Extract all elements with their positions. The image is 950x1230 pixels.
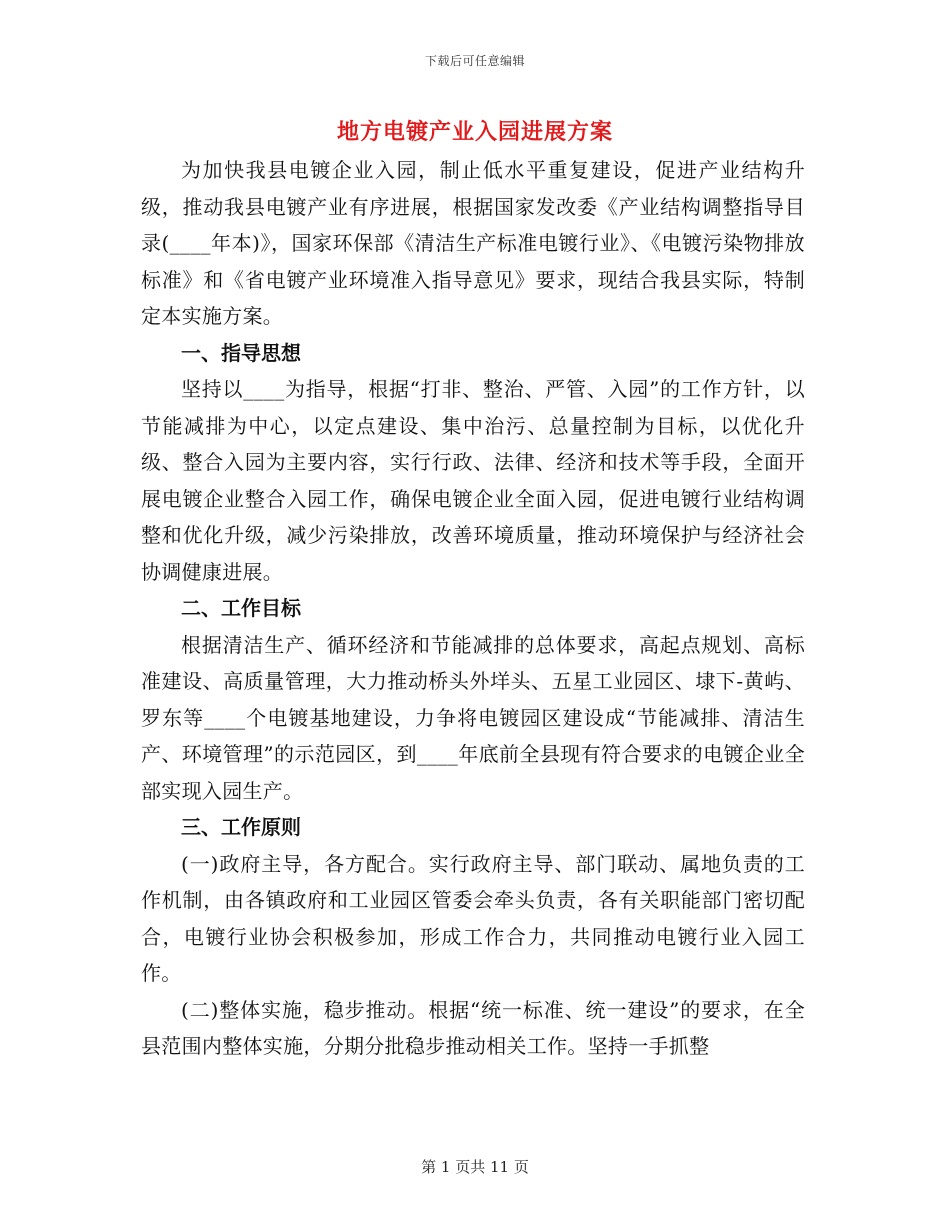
page-header: 下载后可任意编辑 [424,54,525,68]
section-heading-guiding-thought: 一、指导思想 [181,340,301,365]
principle-item-1: (一)政府主导，各方配合。实行政府主导、部门联动、属地负责的工作机制，由各镇政府和工业园区管委会牵头负责，各有关职能部门密切配合，电镀行业协会积极参加，形成工作合力，共同推动电镀行业入园工作。 [141,851,805,985]
section-paragraph-guiding-thought: 坚持以____为指导，根据“打非、整治、严管、入园”的工作方针，以节能减排为中心，以定点建设、集中治污、总量控制为目标，以优化升级、整合入园为主要内容，实行行政、法律、经济和技术等手段，全面开展电镀企业整合入园工作，确保电镀企业全面入园，促进电镀行业结构调整和优化升级，减少污染排放，改善环境质量，推动环境保护与经济社会协调健康进展。 [141,377,805,584]
principle-item-2: (二)整体实施，稳步推动。根据“统一标准、统一建设”的要求，在全县范围内整体实施，分期分批稳步推动相关工作。坚持一手抓整 [141,997,805,1058]
document-title: 地方电镀产业入园进展方案 [336,119,613,145]
section-heading-work-goals: 二、工作目标 [181,596,301,620]
section-paragraph-work-goals: 根据清洁生产、循环经济和节能减排的总体要求，高起点规划、高标准建设、高质量管理，大力推动桥头外垟头、五星工业园区、埭下-黄屿、罗东等____个电镀基地建设，力争将电镀园区建设成“节能减排、清洁生产、环境管理”的示范园区，到____年底前全县现有符合要求的电镀企业全部实现入园生产。 [141,632,805,803]
intro-paragraph: 为加快我县电镀企业入园，制止低水平重复建设，促进产业结构升级，推动我县电镀产业有序进展，根据国家发改委《产业结构调整指导目录(____年本)》，国家环保部《清洁生产标准电镀行业》、《电镀污染物排放标准》和《省电镀产业环境准入指导意见》要求，现结合我县实际，特制定本实施方案。 [141,158,805,328]
section-heading-work-principles: 三、工作原则 [181,815,301,839]
page-footer: 第 1 页共 11 页 [421,1158,529,1176]
document-body [141,152,805,1065]
